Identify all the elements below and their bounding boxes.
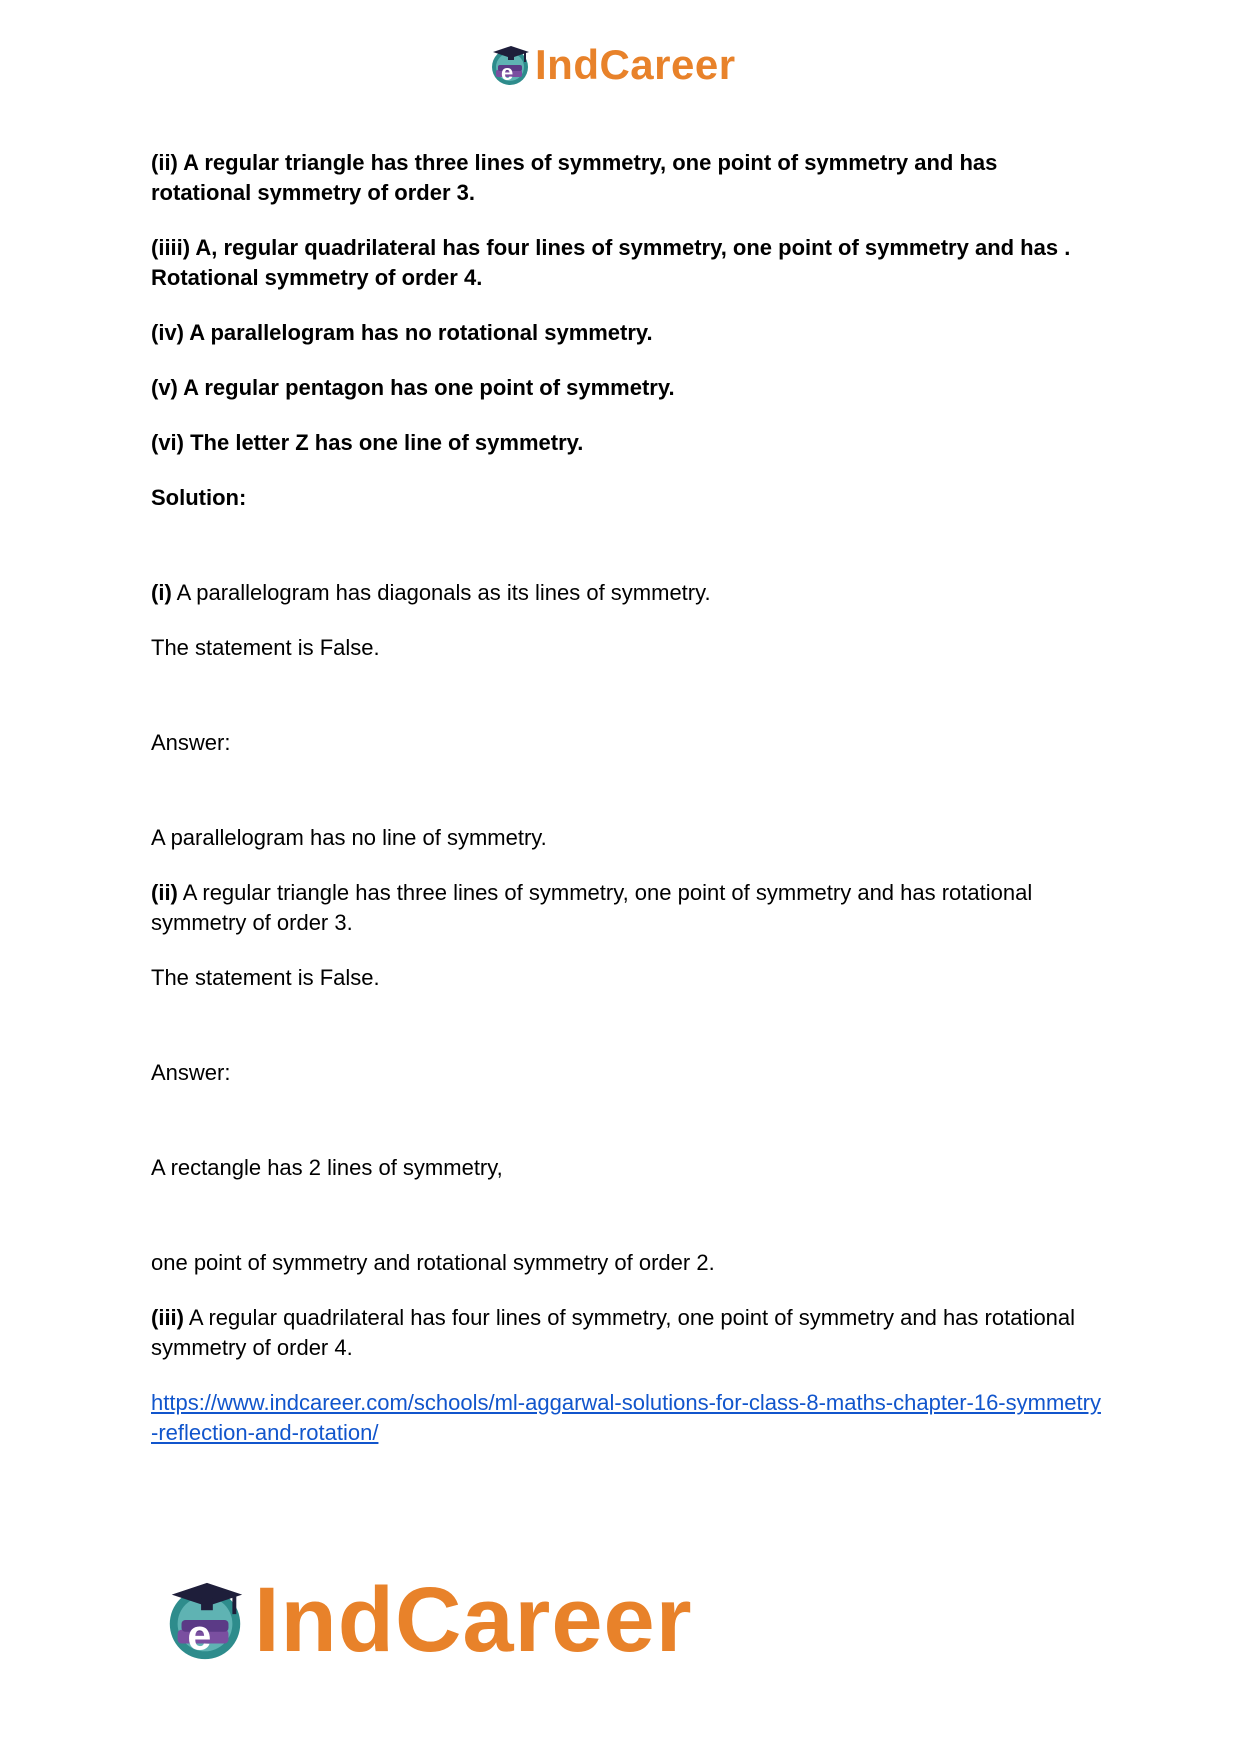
svg-text:e: e (501, 60, 514, 85)
answer-i-explanation: A parallelogram has no line of symmetry. (151, 825, 547, 850)
question-v: (v) A regular pentagon has one point of symmetry. (151, 375, 675, 400)
answer-ii-text: A regular triangle has three lines of symmetry, one point of symmetry and has rotational symmetry of order 3. (151, 880, 1033, 935)
answer-iii-statement (151, 1303, 1101, 1363)
graduation-book-icon (160, 1575, 250, 1665)
document-body (151, 148, 1101, 1448)
solution-heading: Solution: (151, 485, 247, 510)
answer-ii-label: (ii) (151, 880, 178, 905)
answer-i-statement (151, 578, 1101, 608)
question-vi: (vi) The letter Z has one line of symmetry. (151, 430, 584, 455)
question-ii: (ii) A regular triangle has three lines of symmetry, one point of symmetry and has rotational symmetry of order 3. (151, 150, 998, 205)
brand-name: IndCareer (254, 1568, 693, 1671)
answer-ii-explanation-1: A rectangle has 2 lines of symmetry, (151, 1155, 503, 1180)
source-link[interactable]: https://www.indcareer.com/schools/ml-aggarwal-solutions-for-class-8-maths-chapter-16-symmetry-reflection-and-rotation/ (151, 1390, 1101, 1445)
brand-logo-top (487, 40, 736, 90)
answer-i-verdict: The statement is False. (151, 635, 380, 660)
answer-ii-verdict: The statement is False. (151, 965, 380, 990)
svg-text:e: e (187, 1611, 212, 1660)
answer-i-label: (i) (151, 580, 172, 605)
answer-i-answer-label: Answer: (151, 730, 231, 755)
answer-iii-text: A regular quadrilateral has four lines of symmetry, one point of symmetry and has rotational symmetry of order 4. (151, 1305, 1076, 1360)
brand-logo-bottom (160, 1570, 693, 1670)
answer-ii-explanation-2: one point of symmetry and rotational symmetry of order 2. (151, 1250, 715, 1275)
question-iv: (iv) A parallelogram has no rotational symmetry. (151, 320, 653, 345)
answer-i-text: A parallelogram has diagonals as its lines of symmetry. (171, 580, 711, 605)
brand-name: IndCareer (535, 41, 736, 88)
answer-ii-answer-label: Answer: (151, 1060, 231, 1085)
answer-iii-label: (iii) (151, 1305, 184, 1330)
graduation-book-icon (487, 42, 533, 88)
answer-ii-statement (151, 878, 1101, 938)
question-iiii: (iiii) A, regular quadrilateral has four lines of symmetry, one point of symmetry and has . Rotational symmetry of order 4. (151, 235, 1071, 290)
